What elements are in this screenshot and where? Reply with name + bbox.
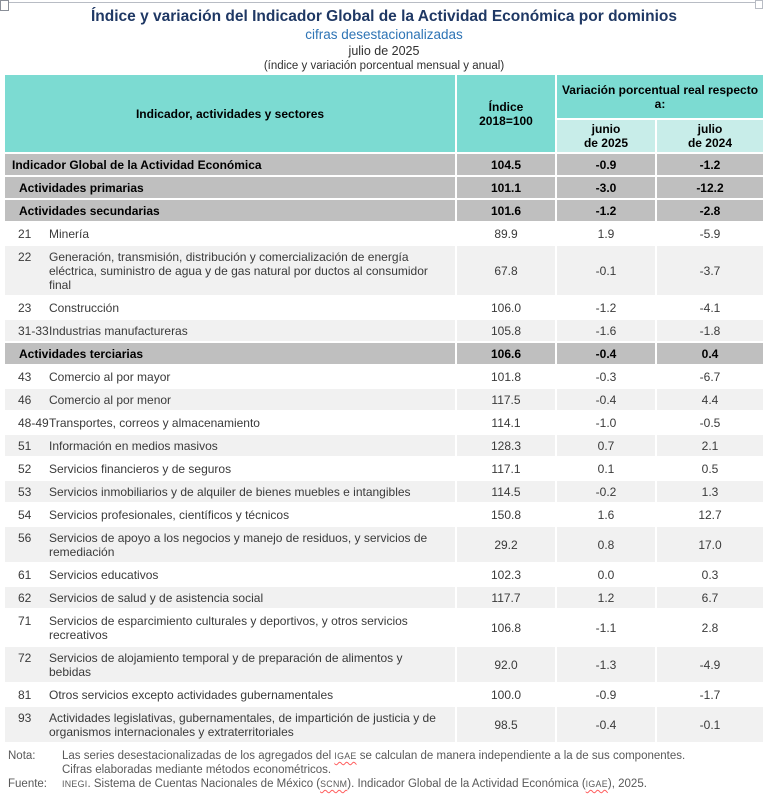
monthly-change: -0.9	[557, 684, 657, 707]
activity-cell-content	[5, 591, 455, 605]
activity-cell-content	[5, 416, 455, 430]
table-row	[5, 458, 763, 481]
sector-code: 72	[18, 650, 32, 665]
sector-label: Servicios de esparcimiento culturales y deportivos, y otros servicios recreativos	[49, 613, 408, 642]
section-label: Actividades primarias	[19, 180, 144, 195]
table-row	[5, 366, 763, 389]
activity-cell	[5, 707, 457, 744]
monthly-change: 0.7	[557, 435, 657, 458]
annual-change: 12.7	[657, 504, 763, 527]
sector-code: 46	[18, 392, 32, 407]
period-label: julio de 2025	[348, 44, 420, 58]
sector-code: 52	[18, 461, 32, 476]
sector-label: Comercio al por mayor	[49, 369, 171, 384]
table-row	[5, 527, 763, 564]
monthly-change: -0.4	[557, 707, 657, 744]
index-value: 106.8	[457, 610, 557, 647]
page-title: Índice y variación del Indicador Global de la Actividad Económica por dominios	[91, 8, 677, 25]
monthly-change: 0.8	[557, 527, 657, 564]
sector-label: Servicios inmobiliarios y de alquiler de bienes muebles e intangibles	[49, 484, 411, 499]
annual-change: 6.7	[657, 587, 763, 610]
annual-change: 4.4	[657, 389, 763, 412]
activity-cell	[5, 389, 457, 412]
sector-label: Transportes, correos y almacenamiento	[49, 415, 260, 430]
section-label: Actividades secundarias	[19, 203, 160, 218]
activity-cell-content	[5, 688, 455, 702]
column-header-prev-year-line2: de 2024	[687, 136, 733, 150]
source-label: Fuente:	[8, 778, 47, 790]
column-header-prev-year	[657, 120, 763, 154]
note-part1: Las series desestacionalizadas de los agregados del	[62, 750, 335, 762]
section-label: Actividades terciarias	[19, 346, 144, 361]
sector-label: Minería	[49, 226, 90, 241]
activity-cell-content	[5, 568, 455, 582]
footnotes	[8, 749, 762, 791]
index-value: 101.8	[457, 366, 557, 389]
index-value: 106.6	[457, 343, 557, 366]
annual-change: -0.5	[657, 412, 763, 435]
sector-code: 22	[18, 249, 32, 264]
monthly-change: 1.6	[557, 504, 657, 527]
column-header-index	[457, 75, 557, 154]
annual-change: -5.9	[657, 223, 763, 246]
table-row	[5, 435, 763, 458]
index-value: 100.0	[457, 684, 557, 707]
activity-cell	[5, 223, 457, 246]
resize-handle-left	[0, 0, 9, 11]
annual-change: 2.8	[657, 610, 763, 647]
activity-cell	[5, 320, 457, 343]
annual-change: -4.1	[657, 297, 763, 320]
monthly-change: -0.9	[557, 154, 657, 177]
table-row	[5, 389, 763, 412]
activity-cell-content	[5, 370, 455, 384]
index-value: 105.8	[457, 320, 557, 343]
table-row	[5, 297, 763, 320]
sector-label: Servicios de salud y de asistencia social	[49, 590, 264, 605]
activity-cell	[5, 200, 457, 223]
annual-change: 0.3	[657, 564, 763, 587]
monthly-change: 1.9	[557, 223, 657, 246]
annual-change: 0.4	[657, 343, 763, 366]
table-row	[5, 504, 763, 527]
monthly-change: -0.2	[557, 481, 657, 504]
activity-cell	[5, 177, 457, 200]
table-row	[5, 246, 763, 297]
table-row	[5, 647, 763, 684]
index-value: 102.3	[457, 564, 557, 587]
activity-cell	[5, 297, 457, 320]
sector-label: Otros servicios excepto actividades gubernamentales	[49, 687, 334, 702]
monthly-change: -1.6	[557, 320, 657, 343]
source-row	[8, 777, 762, 791]
annual-change: -3.7	[657, 246, 763, 297]
index-value: 117.1	[457, 458, 557, 481]
sector-label: Servicios de apoyo a los negocios y manejo de residuos, y servicios de remediación	[49, 530, 428, 559]
activity-cell	[5, 647, 457, 684]
sector-label: Información en medios masivos	[49, 438, 218, 453]
activity-cell	[5, 684, 457, 707]
index-value: 67.8	[457, 246, 557, 297]
table-row	[5, 610, 763, 647]
monthly-change: -0.3	[557, 366, 657, 389]
annual-change: -0.1	[657, 707, 763, 744]
monthly-change: -0.4	[557, 343, 657, 366]
note-part2: se calculan de manera independiente a la de sus componentes.	[356, 750, 686, 762]
annual-change: -1.2	[657, 154, 763, 177]
activity-cell	[5, 610, 457, 647]
column-header-variation: Variación porcentual real respecto a:	[557, 75, 763, 120]
resize-handle-right	[755, 0, 763, 9]
annual-change: -4.9	[657, 647, 763, 684]
activity-cell-content	[5, 651, 455, 679]
table-row	[5, 587, 763, 610]
annual-change: 2.1	[657, 435, 763, 458]
activity-cell	[5, 587, 457, 610]
activity-cell-content	[5, 393, 455, 407]
activity-cell	[5, 504, 457, 527]
annual-change: -2.8	[657, 200, 763, 223]
sector-label: Industrias manufactureras	[49, 323, 188, 338]
igae-table	[5, 75, 763, 744]
annual-change: -6.7	[657, 366, 763, 389]
annual-change: -1.8	[657, 320, 763, 343]
column-header-index-line2: 2018=100	[479, 113, 533, 128]
activity-cell-content	[5, 439, 455, 453]
column-header-prev-month-line1: junio	[591, 122, 621, 136]
sector-code: 62	[18, 590, 32, 605]
column-header-indicator: Indicador, actividades y sectores	[5, 75, 457, 154]
title-block	[0, 0, 768, 73]
sector-label: Servicios educativos	[49, 567, 159, 582]
activity-cell	[5, 458, 457, 481]
section-row	[5, 200, 763, 223]
activity-cell-content	[5, 301, 455, 315]
table-header	[5, 75, 763, 154]
activity-cell-content	[5, 711, 455, 739]
monthly-change: -1.0	[557, 412, 657, 435]
table-row	[5, 223, 763, 246]
activity-cell-content	[5, 614, 455, 642]
source-part1: . Sistema de Cuentas Nacionales de México (	[87, 778, 321, 790]
index-value: 117.5	[457, 389, 557, 412]
index-value: 114.5	[457, 481, 557, 504]
index-value: 128.3	[457, 435, 557, 458]
sector-code: 31-33	[18, 323, 49, 338]
igae-acronym: IGAE	[585, 779, 608, 789]
section-row	[5, 154, 763, 177]
table-row	[5, 684, 763, 707]
index-value: 117.7	[457, 587, 557, 610]
index-value: 89.9	[457, 223, 557, 246]
sector-code: 93	[18, 710, 32, 725]
annual-change: 17.0	[657, 527, 763, 564]
monthly-change: 0.0	[557, 564, 657, 587]
table-body	[5, 154, 763, 744]
monthly-change: -0.1	[557, 246, 657, 297]
activity-cell	[5, 527, 457, 564]
activity-cell	[5, 246, 457, 297]
sector-label: Servicios profesionales, científicos y técnicos	[49, 507, 290, 522]
activity-cell	[5, 366, 457, 389]
annual-change: -1.7	[657, 684, 763, 707]
index-value: 150.8	[457, 504, 557, 527]
index-value: 98.5	[457, 707, 557, 744]
table-row	[5, 564, 763, 587]
table-row	[5, 320, 763, 343]
monthly-change: -1.2	[557, 200, 657, 223]
activity-cell	[5, 154, 457, 177]
sector-code: 54	[18, 507, 32, 522]
monthly-change: -1.2	[557, 297, 657, 320]
textbox-border-top	[9, 2, 756, 3]
inegi-acronym: INEGI	[62, 779, 88, 789]
activity-cell	[5, 412, 457, 435]
activity-cell	[5, 564, 457, 587]
activity-cell-content	[5, 531, 455, 559]
sector-code: 48-49	[18, 415, 49, 430]
sector-code: 21	[18, 226, 32, 241]
source-text	[62, 777, 762, 791]
sector-label: Servicios financieros y de seguros	[49, 461, 232, 476]
activity-cell-content	[5, 508, 455, 522]
sector-code: 43	[18, 369, 32, 384]
monthly-change: -1.3	[557, 647, 657, 684]
index-value: 101.6	[457, 200, 557, 223]
monthly-change: -3.0	[557, 177, 657, 200]
sector-code: 61	[18, 567, 32, 582]
annual-change: 0.5	[657, 458, 763, 481]
source-part3: ), 2025.	[607, 778, 647, 790]
monthly-change: -0.4	[557, 389, 657, 412]
sector-code: 53	[18, 484, 32, 499]
note-row	[8, 749, 762, 777]
annual-change: 1.3	[657, 481, 763, 504]
activity-cell-content	[5, 462, 455, 476]
note-line2: Cifras elaboradas mediante métodos econométricos.	[62, 764, 332, 776]
sector-label: Comercio al por menor	[49, 392, 172, 407]
sector-code: 51	[18, 438, 32, 453]
monthly-change: -1.1	[557, 610, 657, 647]
index-value: 101.1	[457, 177, 557, 200]
column-header-prev-year-line1: julio	[697, 122, 723, 136]
activity-cell	[5, 435, 457, 458]
note-line1	[62, 749, 762, 763]
index-value: 104.5	[457, 154, 557, 177]
source-part2: ). Indicador Global de la Actividad Económica (	[347, 778, 586, 790]
table-row	[5, 707, 763, 744]
index-value: 29.2	[457, 527, 557, 564]
index-value: 114.1	[457, 412, 557, 435]
activity-cell-content	[5, 227, 455, 241]
sector-label: Actividades legislativas, gubernamentales, de impartición de justicia y de organismos internacionales y extraterritoriales	[49, 710, 436, 739]
index-value: 92.0	[457, 647, 557, 684]
sector-code: 23	[18, 300, 32, 315]
table-row	[5, 481, 763, 504]
section-row	[5, 343, 763, 366]
activity-cell-content	[5, 485, 455, 499]
igae-acronym: IGAE	[334, 751, 357, 761]
activity-cell	[5, 343, 457, 366]
index-value: 106.0	[457, 297, 557, 320]
note-label: Nota:	[8, 750, 36, 762]
activity-cell-content	[5, 250, 455, 292]
annual-change: -12.2	[657, 177, 763, 200]
section-row	[5, 177, 763, 200]
scnm-acronym: SCNM	[320, 779, 348, 789]
section-label: Indicador Global de la Actividad Económica	[12, 157, 262, 172]
column-header-prev-month	[557, 120, 657, 154]
sector-code: 81	[18, 687, 32, 702]
sector-label: Generación, transmisión, distribución y comercialización de energía eléctrica, suministro de agua y de gas natural por ductos al consumidor final	[49, 249, 428, 292]
sector-code: 71	[18, 613, 32, 628]
column-header-index-line1: Índice	[488, 99, 524, 114]
page-subtitle: cifras desestacionalizadas	[305, 27, 463, 42]
note-text	[62, 749, 762, 777]
monthly-change: 0.1	[557, 458, 657, 481]
activity-cell	[5, 481, 457, 504]
sector-label: Construcción	[49, 300, 120, 315]
sector-code: 56	[18, 530, 32, 545]
sector-label: Servicios de alojamiento temporal y de preparación de alimentos y bebidas	[49, 650, 403, 679]
monthly-change: 1.2	[557, 587, 657, 610]
units-note: (índice y variación porcentual mensual y anual)	[263, 60, 505, 72]
column-header-prev-month-line2: de 2025	[583, 136, 629, 150]
table-row	[5, 412, 763, 435]
activity-cell-content	[5, 324, 455, 338]
